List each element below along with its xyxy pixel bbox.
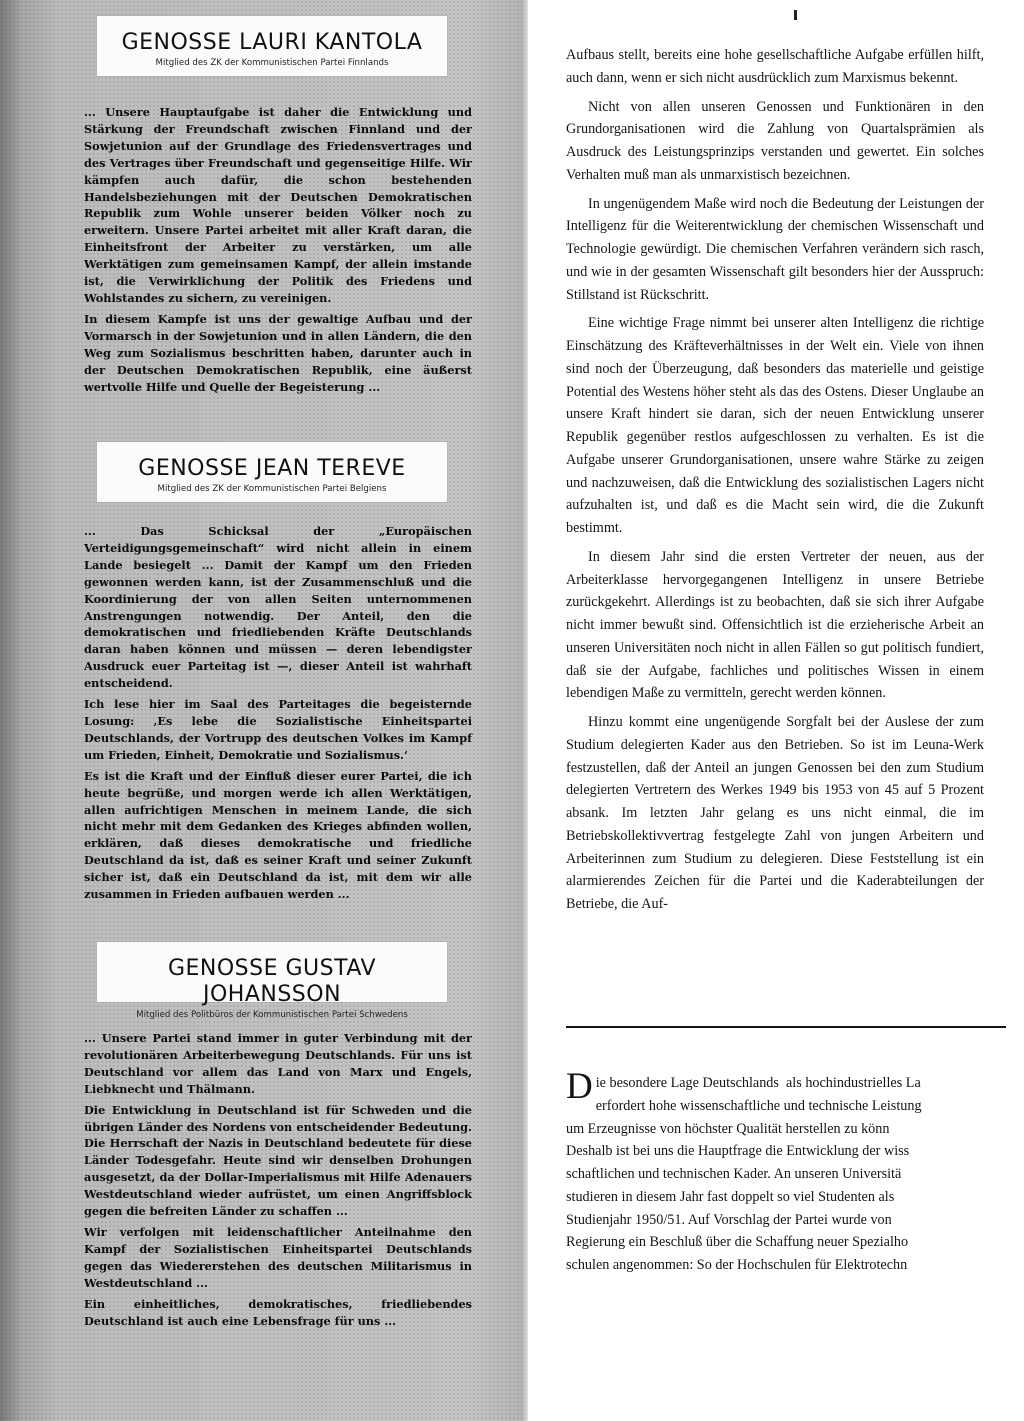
box-line: erfordert hohe wissenschaftliche und technische Leistung [595, 1097, 922, 1114]
speech-paragraph: Ein einheitliches, demokratisches, friedliebendes Deutschland ist auch eine Lebensfrage für uns ... [84, 1296, 472, 1328]
speech-paragraph: Die Entwicklung in Deutschland ist für Schweden und die übrigen Länder des Nordens von entscheidender Bedeutung. Die Herrschaft der Nazis in Deutschland bedeutete für diese Länder Todesgefahr. Heute sind wir denselben Drohungen ausgesetzt, da der Dollar-Imperialismus mit Hilfe Adenauers Westdeutschland wieder aufrüstet, um einen Angriffsblock gegen die befreiten Länder zu schaffen ... [84, 1102, 472, 1219]
speech-paragraph: ... Unsere Hauptaufgabe ist daher die Entwicklung und Stärkung der Freundschaft zwischen Finnland und der Sowjetunion auf der Grundlage des Friedensvertrages und des Vertrages über Freundschaft und gegenseitige Hilfe. Wir kämpfen auch dafür, die schon bestehenden Handelsbeziehungen mit der Deutschen Demokratischen Republik zum Wohle unserer beiden Völker noch zu erweitern. Unsere Partei arbeitet mit aller Kraft daran, die Einheitsfront der Arbeiter zu verstärken, um alle Werktätigen zum gemeinsamen Kampf, der allein imstande ist, die Verwirklichung der Politik des Friedens und Wohlstandes zu sichern, zu vereinigen. [84, 105, 472, 305]
article-paragraph: Nicht von allen unseren Genossen und Funktionären in den Grundorganisationen wird die Zahlung von Quartalsprämien als Ausdruck des Leistungsprinzips verstanden und gewertet. Ein solches Verhalten muß man als unmarxistisch bezeichnen. [566, 98, 984, 183]
speech-paragraph: Es ist die Kraft und der Einfluß dieser eurer Partei, die ich heute begrüße, und morgen werde ich allen Werktätigen, allen aufrichtigen Menschen in meinem Lande, die sich nicht mehr mit dem Gedanken des Krieges abfinden wollen, erklären, daß dieses demokratische und friedliche Deutschland da ist, daß es seiner Kraft und seiner Zukunft sicher ist, daß ein Deutschland da ist, mit dem wir alle zusammen in Frieden aufbauen werden ... [84, 768, 472, 902]
name-box-kantola [97, 16, 447, 76]
speaker-role: Mitglied des ZK der Kommunistischen Partei Finnlands [155, 58, 389, 68]
box-line: Regierung ein Beschluß über die Schaffung neuer Spezialho [566, 1234, 909, 1251]
box-line: um Erzeugnisse von höchster Qualität herstellen zu könn [566, 1120, 890, 1137]
article-paragraph: Eine wichtige Frage nimmt bei unserer alten Intelligenz die richtige Einschätzung des Kräfteverhältnisses in der Welt ein. Viele von ihnen sind noch der Überzeugung, daß besonders das materielle und geistige Potential des Westens höher steht als das des Ostens. Dieser Unglaube an unsere Kraft hindert sie daran, sich der neuen Entwicklung unserer Republik gegenüber restlos aufgeschlossen zu verhalten. Es ist die Aufgabe unserer Grundorganisationen, unsere wahre Stärke zu zeigen und nachzuweisen, daß die Entwicklung des sozialistischen Lagers nicht aufzuhalten ist, und daß es die Macht sein wird, die die Zukunft bestimmt. [566, 315, 984, 536]
speech-paragraph: In diesem Kampfe ist uns der gewaltige Aufbau und der Vormarsch in der Sowjetunion und in allen Ländern, die den Weg zum Sozialismus beschritten haben, darunter auch in der Deutschen Demokratischen Republik, eine äußerst wertvolle Hilfe und Quelle der Begeisterung ... [84, 311, 472, 394]
name-box-tereve [97, 442, 447, 502]
box-line: Deshalb ist bei uns die Hauptfrage die Entwicklung der wiss [566, 1143, 910, 1160]
speech-paragraph: Wir verfolgen mit leidenschaftlicher Anteilnahme den Kampf der Sozialistischen Einheitspartei Deutschlands gegen das Wiedererstehen des deutschen Militarismus in Westdeutschland ... [84, 1224, 472, 1290]
article-paragraph: Hinzu kommt eine ungenügende Sorgfalt bei der Auslese der zum Studium delegierten Kader aus den Betrieben. So ist im Leuna-Werk festzustellen, daß der Anteil an jungen Genossen bei den zum Studium delegierten Vertretern des Werkes 1949 bis 1953 von 45 auf 5 Prozent absank. Im letzten Jahr gelang es uns nicht einmal, die im Betriebskollektivvertrag festgelegte Zahl von jungen Arbeitern und Arbeiterinnen zum Studium zu delegieren. Diese Feststellung ist ein alarmierendes Zeichen für die Partei und die Kaderabteilungen der Betriebe, die Auf- [566, 714, 984, 912]
box-line: schulen angenommen: So der Hochschulen für Elektrotechn [566, 1257, 908, 1273]
box-line: studieren in diesem Jahr fast doppelt so viel Studenten als [566, 1188, 895, 1205]
article-paragraph: In diesem Jahr sind die ersten Vertreter der neuen, aus der Arbeiterklasse hervorgegangenen Intelligenz in unsere Betriebe zurückgekehrt. Allerdings ist zu beobachten, daß sie sich ihrer Aufgabe nicht immer bewußt sind. Offensichtlich ist die erzieherische Arbeit an unseren Universitäten noch nicht in allen Fällen so gut politisch fundiert, daß sie der Aufgabe, fachliches und politisches Wissen in einem lebendigen Maße zu vermitteln, gerecht werden können. [566, 548, 984, 702]
section-divider [566, 1026, 1006, 1028]
speaker-name: GENOSSE LAURI KANTOLA [121, 30, 423, 55]
drop-cap: D [566, 1072, 593, 1107]
speech-paragraph: ... Das Schicksal der „Europäischen Verteidigungsgemeinschaft“ wird nicht allein in einem Lande besiegelt ... Damit der Kampf um den Frieden gewonnen werden kann, ist der Zusammenschluß und die Koordinierung der von allen Seiten unternommenen Anstrengungen notwendig. Der Anteil, den die demokratischen und friedliebenden Kräfte Deutschlands daran haben können und müssen — deren lebendigster Ausdruck euer Parteitag ist —, dieser Anteil ist wahrhaft entscheidend. [84, 524, 472, 691]
highlight-text-box [566, 1072, 1024, 1277]
print-mark [794, 10, 797, 20]
speaker-name: GENOSSE GUSTAV JOHANSSON [167, 956, 377, 1007]
box-line: schaftlichen und technischen Kader. An unseren Universitä [566, 1166, 902, 1182]
speaker-name: GENOSSE JEAN TEREVE [138, 456, 406, 481]
speech-johansson [84, 1030, 472, 1333]
speech-tereve [84, 523, 472, 907]
speaker-role: Mitglied des ZK der Kommunistischen Partei Belgiens [157, 484, 387, 494]
box-line: ie besondere Lage Deutschlands als hochindustrielles La [595, 1075, 921, 1091]
article-paragraph: In ungenügendem Maße wird noch die Bedeutung der Leistungen der Intelligenz für die Weiterentwicklung der chemischen Wissenschaft und Technologie gewürdigt. Die chemischen Verfahren verändern sich rasch, und wie in der gesamten Wissenschaft gilt besonders hier der Ausspruch: Stillstand ist Rückschritt. [566, 195, 984, 303]
article-paragraph: Aufbaus stellt, bereits eine hohe gesellschaftliche Aufgabe erfüllen hilft, auch dann, wenn er sich nicht ausdrücklich zum Marxismus bekennt. [566, 47, 984, 86]
speech-kantola [84, 104, 472, 399]
speaker-role: Mitglied des Politbüros der Kommunistischen Partei Schwedens [136, 1010, 408, 1020]
speech-paragraph: ... Unsere Partei stand immer in guter Verbindung mit der revolutionären Arbeiterbewegung Deutschlands. Für uns ist Deutschland vor allem das Land von Marx und Engels, Liebknecht und Thälmann. [84, 1031, 472, 1096]
name-box-johansson [97, 942, 447, 1020]
main-article [566, 44, 984, 922]
box-line: Studienjahr 1950/51. Auf Vorschlag der Partei wurde von [566, 1211, 892, 1228]
speech-paragraph: Ich lese hier im Saal des Parteitages die begeisternde Losung: ‚Es lebe die Sozialistische Einheitspartei Deutschlands, der Vortrupp des deutschen Volkes im Kampf um Frieden, Einheit, Demokratie und Sozialismus.‘ [84, 697, 472, 762]
